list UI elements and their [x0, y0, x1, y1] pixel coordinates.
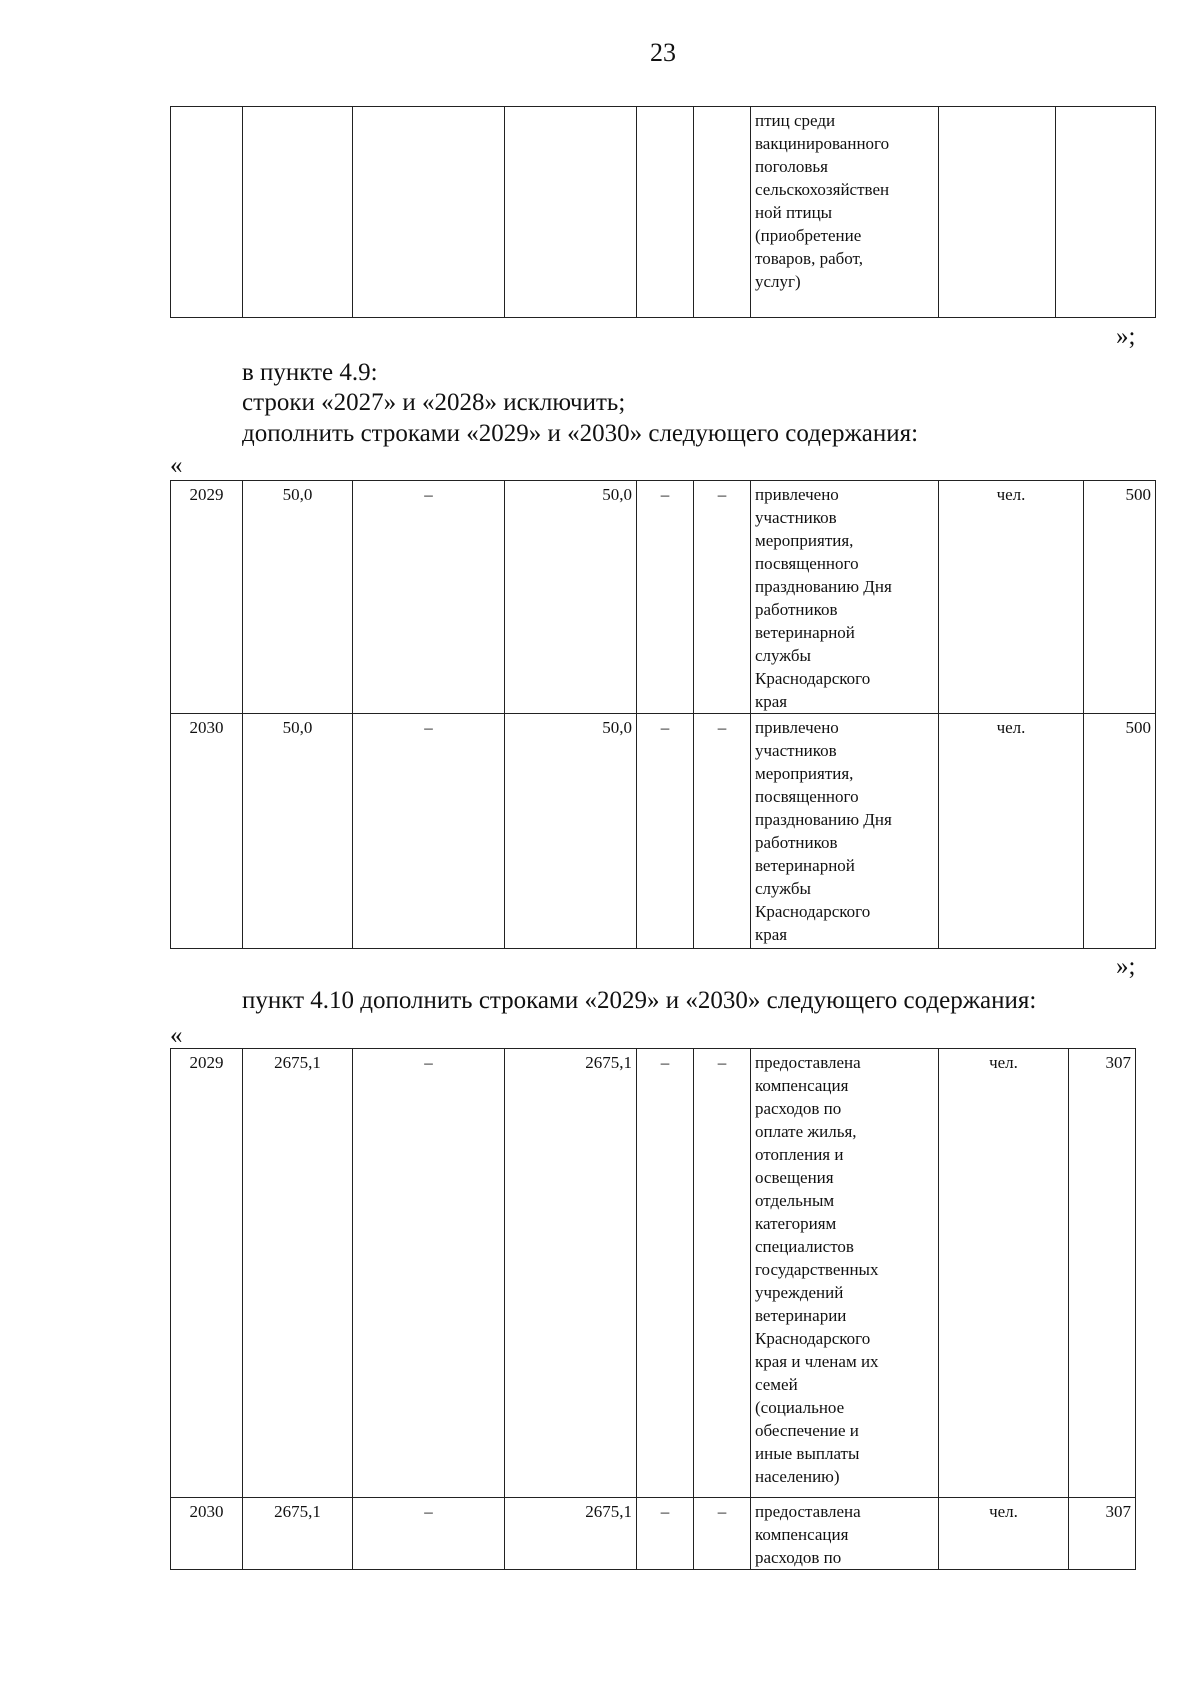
total-cell: 50,0	[243, 714, 353, 949]
paragraph-line: пункт 4.10 дополнить строками «2029» и «2030» следующего содержания:	[242, 987, 1037, 1014]
unit-cell: чел.	[939, 1049, 1069, 1498]
regional-cell: 2675,1	[505, 1049, 637, 1498]
description-line: работников	[755, 833, 838, 852]
unit-cell: чел.	[939, 481, 1084, 714]
description-line: привлечено	[755, 718, 839, 737]
description-line: сельскохозяйствен	[755, 180, 890, 199]
description-line: расходов по	[755, 1548, 842, 1567]
open-quote: «	[170, 452, 183, 479]
description-line: привлечено	[755, 485, 839, 504]
description-cell	[751, 1049, 939, 1498]
paragraph-line: строки «2027» и «2028» исключить;	[242, 389, 626, 416]
description-line: расходов по	[755, 1099, 842, 1118]
table-row	[171, 1049, 1136, 1498]
value-cell: 307	[1069, 1498, 1136, 1570]
description-line: категориям	[755, 1214, 837, 1233]
regional-cell	[505, 107, 637, 318]
description-line: вакцинированного	[755, 134, 890, 153]
description-line: службы	[755, 646, 811, 665]
page-number: 23	[650, 38, 676, 67]
description-line: поголовья	[755, 157, 829, 176]
value-cell	[1056, 107, 1156, 318]
paragraph-line: дополнить строками «2029» и «2030» следующего содержания:	[242, 420, 919, 447]
description-line: иные выплаты	[755, 1444, 860, 1463]
description-line: (социальное	[755, 1398, 845, 1417]
year-cell: 2029	[171, 1049, 243, 1498]
value-cell: 500	[1084, 481, 1156, 714]
description-line: участников	[755, 508, 837, 527]
description-line: учреждений	[755, 1283, 844, 1302]
total-cell: 2675,1	[243, 1498, 353, 1570]
description-line: службы	[755, 879, 811, 898]
table-row	[171, 107, 1156, 318]
unit-cell: чел.	[939, 714, 1084, 949]
description-cell	[751, 107, 939, 318]
unit-cell	[939, 107, 1056, 318]
federal-cell	[353, 107, 505, 318]
description-line: празднованию Дня	[755, 810, 892, 829]
description-line: края	[755, 692, 788, 711]
description-line: отопления и	[755, 1145, 844, 1164]
description-line: ветеринарной	[755, 623, 855, 642]
description-line: края и членам их	[755, 1352, 879, 1371]
year-cell	[171, 107, 243, 318]
value-cell: 500	[1084, 714, 1156, 949]
description-line: участников	[755, 741, 837, 760]
regional-cell: 50,0	[505, 481, 637, 714]
close-quote: »;	[1116, 953, 1136, 980]
local-cell: –	[637, 1498, 694, 1570]
description-line: товаров, работ,	[755, 249, 863, 268]
description-line: предоставлена	[755, 1053, 861, 1072]
federal-cell: –	[353, 714, 505, 949]
year-cell: 2029	[171, 481, 243, 714]
description-line: посвященного	[755, 554, 859, 573]
description-cell	[751, 481, 939, 714]
unit-cell: чел.	[939, 1498, 1069, 1570]
description-line: Краснодарского	[755, 669, 871, 688]
description-line: освещения	[755, 1168, 834, 1187]
description-line: мероприятия,	[755, 531, 854, 550]
regional-cell: 2675,1	[505, 1498, 637, 1570]
description-line: специалистов	[755, 1237, 854, 1256]
local-cell: –	[637, 481, 694, 714]
regional-cell: 50,0	[505, 714, 637, 949]
federal-cell: –	[353, 1498, 505, 1570]
description-cell	[751, 1498, 939, 1570]
description-line: мероприятия,	[755, 764, 854, 783]
year-cell: 2030	[171, 714, 243, 949]
description-line: посвященного	[755, 787, 859, 806]
year-cell: 2030	[171, 1498, 243, 1570]
open-quote: «	[170, 1022, 183, 1049]
other-cell: –	[694, 481, 751, 714]
other-cell: –	[694, 714, 751, 949]
description-line: обеспечение и	[755, 1421, 859, 1440]
description-line: празднованию Дня	[755, 577, 892, 596]
value-cell: 307	[1069, 1049, 1136, 1498]
total-cell	[243, 107, 353, 318]
description-line: Краснодарского	[755, 1329, 871, 1348]
description-line: ветеринарии	[755, 1306, 847, 1325]
federal-cell: –	[353, 481, 505, 714]
description-line: оплате жилья,	[755, 1122, 857, 1141]
description-line: населению)	[755, 1467, 840, 1486]
description-line: государственных	[755, 1260, 879, 1279]
table-continuation	[170, 106, 1156, 318]
description-line: семей	[755, 1375, 798, 1394]
table-4-10	[170, 1048, 1136, 1570]
other-cell	[694, 107, 751, 318]
description-line: отдельным	[755, 1191, 835, 1210]
other-cell: –	[694, 1049, 751, 1498]
description-line: работников	[755, 600, 838, 619]
description-line: (приобретение	[755, 226, 862, 245]
table-4-9	[170, 480, 1156, 949]
description-line: края	[755, 925, 788, 944]
description-line: ной птицы	[755, 203, 833, 222]
description-line: птиц среди	[755, 111, 836, 130]
description-line: услуг)	[755, 272, 801, 291]
table-row	[171, 714, 1156, 949]
table-row	[171, 1498, 1136, 1570]
local-cell	[637, 107, 694, 318]
description-line: компенсация	[755, 1525, 849, 1544]
description-line: Краснодарского	[755, 902, 871, 921]
description-line: предоставлена	[755, 1502, 861, 1521]
total-cell: 2675,1	[243, 1049, 353, 1498]
local-cell: –	[637, 1049, 694, 1498]
description-line: компенсация	[755, 1076, 849, 1095]
close-quote: »;	[1116, 323, 1136, 350]
description-cell	[751, 714, 939, 949]
description-line: ветеринарной	[755, 856, 855, 875]
federal-cell: –	[353, 1049, 505, 1498]
paragraph-line: в пункте 4.9:	[242, 359, 378, 386]
table-row	[171, 481, 1156, 714]
other-cell: –	[694, 1498, 751, 1570]
total-cell: 50,0	[243, 481, 353, 714]
local-cell: –	[637, 714, 694, 949]
